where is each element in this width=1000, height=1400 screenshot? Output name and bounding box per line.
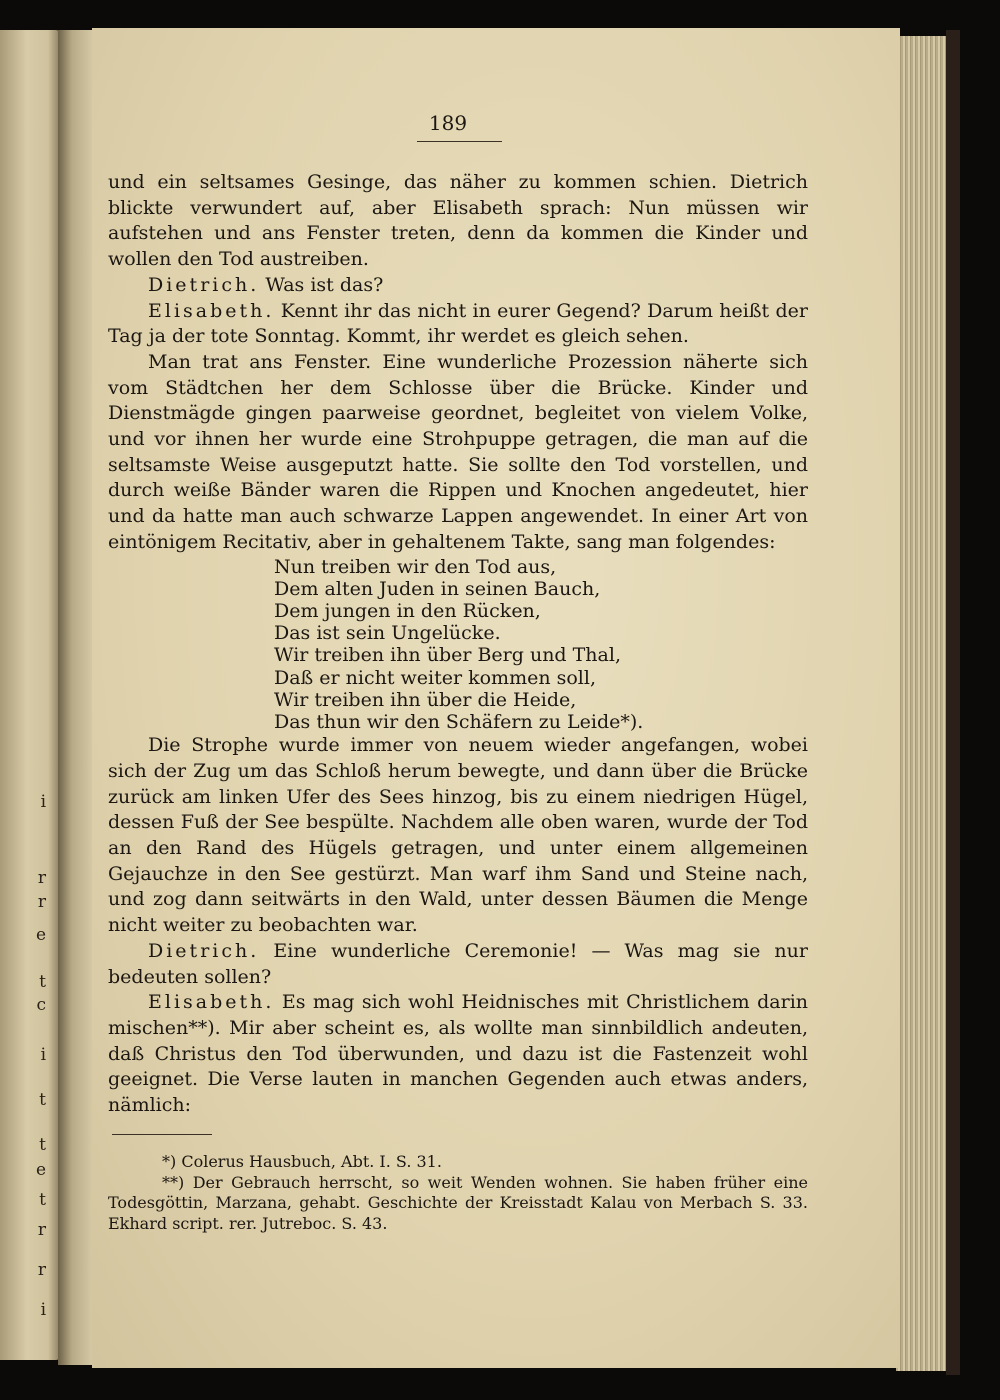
edge-char: t: [39, 1190, 46, 1210]
paragraph-1: und ein seltsames Gesinge, das näher zu kommen schien. Dietrich blickte verwundert auf, aber Elisabeth sprach: Nun müssen wir aufstehen und ans Fenster treten, denn da kommen die Kinder und wollen den Tod austreiben.: [108, 171, 808, 271]
page-number-rule: [417, 141, 502, 142]
dialogue-text: Was ist das?: [265, 273, 384, 296]
edge-char: i: [40, 1300, 46, 1320]
paragraph-7: [108, 990, 808, 1119]
speaker-name: Dietrich.: [148, 273, 260, 296]
footnote-rule: [112, 1134, 212, 1135]
edge-char: t: [39, 1090, 46, 1110]
paragraph-6: [108, 939, 808, 990]
edge-char: c: [36, 995, 46, 1015]
speaker-name: Elisabeth.: [148, 299, 275, 322]
verse-line: Wir treiben ihn über Berg und Thal,: [274, 644, 621, 667]
edge-char: t: [39, 972, 46, 992]
edge-char: r: [37, 1260, 46, 1280]
left-page-text-fragments: [0, 30, 58, 1360]
verse-line: Das thun wir den Schäfern zu Leide*).: [274, 710, 644, 733]
verse-line: Dem alten Juden in seinen Bauch,: [274, 577, 601, 600]
footnote-1: *) Colerus Hausbuch, Abt. I. S. 31.: [162, 1152, 442, 1171]
paragraph-5: Die Strophe wurde immer von neuem wieder angefangen, wobei sich der Zug um das Schloß herum bewegte, und dann über die Brücke zurück am linken Ufer des Sees hinzog, bis zu einem niedrigen Hügel, dessen Fuß der See bespülte. Nachdem alle oben waren, wurde der Tod an den Rand des Hügels getragen, und unter einem allgemeinen Gejauchze in den See gestürzt. Man warf ihm Sand und Steine nach, und zog dann seitwärts in den Wald, unter dessen Bäumen die Menge nicht weiter zu beobachten war.: [108, 734, 808, 937]
edge-char: r: [37, 868, 46, 888]
dialogue-text: Es mag sich wohl Heidnisches mit Christlichem darin mischen**). Mir aber scheint es, als wollte man sinnbildlich andeuten, daß Christus den Tod überwunden, und dazu ist die Fastenzeit wohl geeignet. Die Verse lauten in manchen Gegenden auch etwas anders, nämlich:: [108, 991, 809, 1117]
dialogue-text: Eine wunderliche Ceremonie! — Was mag sie nur bedeuten sollen?: [108, 939, 808, 988]
verse-line: Das ist sein Ungelücke.: [274, 622, 501, 645]
dialogue-text: Kennt ihr das nicht in eurer Gegend? Darum heißt der Tag ja der tote Sonntag. Kommt, ihr werdet es gleich sehen.: [108, 299, 808, 348]
paragraph-2: [108, 273, 808, 299]
verse-line: Dem jungen in den Rücken,: [274, 599, 541, 622]
edge-char: t: [39, 1135, 46, 1155]
book-cover-edge: [946, 30, 960, 1375]
speaker-name: Elisabeth.: [148, 991, 275, 1014]
edge-char: e: [35, 1160, 46, 1180]
speaker-name: Dietrich.: [148, 939, 260, 962]
verse-line: Wir treiben ihn über die Heide,: [274, 688, 577, 711]
edge-char: r: [37, 1220, 46, 1240]
edge-char: e: [35, 925, 46, 945]
paragraph-4: Man trat ans Fenster. Eine wunderliche Prozession näherte sich vom Städtchen her dem Schlosse über die Brücke. Kinder und Dienstmägde gingen paarweise geordnet, begleitet von vielem Volke, und vor ihnen her wurde eine Strohpuppe getragen, die man auf die seltsamste Weise ausgeputzt hatte. Sie sollte den Tod vorstellen, und durch weiße Bänder waren die Rippen und Knochen angedeutet, hier und da hatte man auch schwarze Lappen angewendet. In einer Art von eintönigem Recitativ, aber in gehaltenem Takte, sang man folgendes:: [108, 350, 808, 553]
footnote-2: **) Der Gebrauch herrscht, so weit Wenden wohnen. Sie haben früher eine Todesgöttin, Marzana, gehabt. Geschichte der Kreisstadt Kalau von Merbach S. 33. Ekhard script. rer. Jutreboc. S. 43.: [108, 1172, 808, 1233]
verse-line: Daß er nicht weiter kommen soll,: [274, 666, 596, 689]
verse-line: Nun treiben wir den Tod aus,: [274, 555, 557, 578]
edge-char: i: [40, 1045, 46, 1065]
verse-block: [274, 556, 808, 734]
paragraph-3: [108, 299, 808, 350]
page-body: [108, 170, 808, 1119]
footnotes: [108, 1152, 808, 1234]
page-number: 189: [428, 111, 468, 135]
left-page-edge: [0, 30, 60, 1360]
edge-char: i: [40, 792, 46, 812]
edge-char: r: [37, 892, 46, 912]
book-page: [92, 28, 900, 1368]
